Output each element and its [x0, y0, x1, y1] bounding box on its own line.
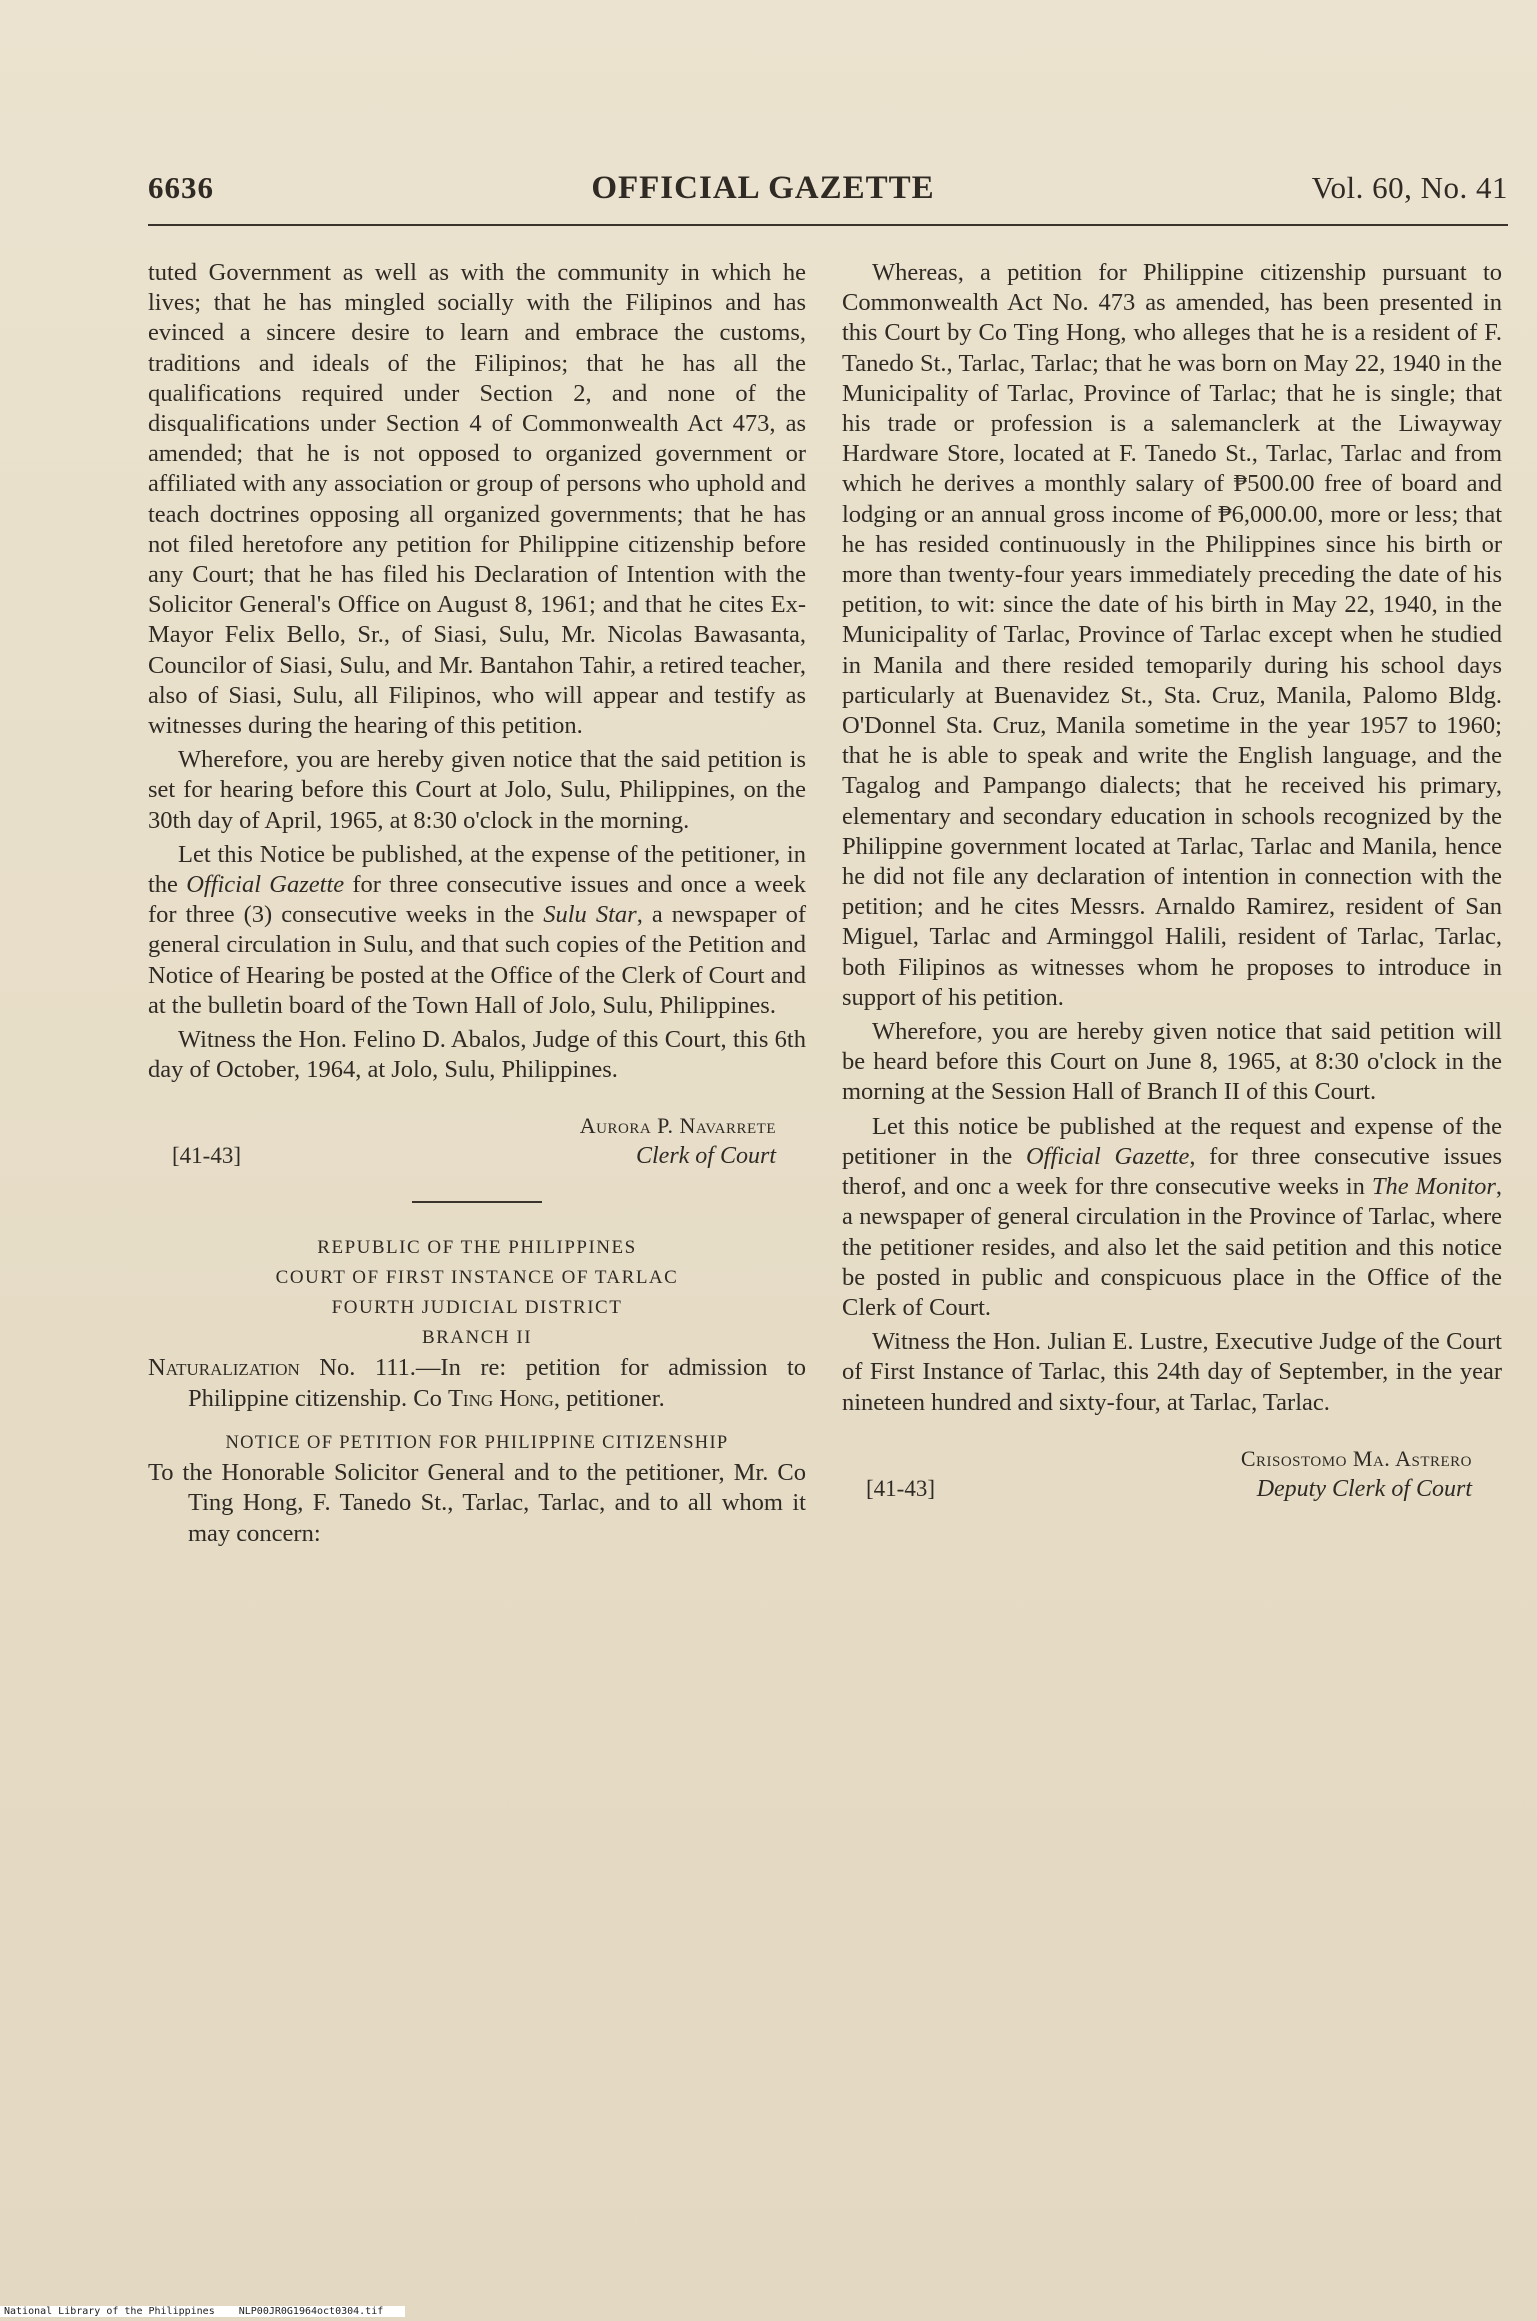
right-para-4: Witness the Hon. Julian E. Lustre, Executive Judge of the Court of First Instance of Tarlac, this 24th day of September, in the year nineteen hundred and sixty-four, at Tarlac, Tarlac. — [842, 1328, 1502, 1416]
right-signature-block — [842, 1444, 1502, 1508]
addressee-paragraph: To the Honorable Solicitor General and to the petitioner, Mr. Co Ting Hong, F. Tanedo St., Tarlac, Tarlac, and to all whom it may concern: — [148, 1459, 806, 1547]
right-para-3-gazette: Official Gazette — [1025, 1142, 1190, 1170]
right-para-3-paper: The Monitor — [1371, 1173, 1496, 1201]
right-column — [842, 258, 1502, 1508]
volume-number: Vol. 60, No. 41 — [1311, 170, 1508, 205]
left-para-1: tuted Government as well as with the community in which he lives; that he has mingled socially with the Filipinos and has evinced a sincere desire to learn and embrace the customs, traditions and ideals of the Filipinos; that he has all the qualifications required under Section 2, and none of the disqualifications under Section 4 of Commonwealth Act 473, as amended; that he is not opposed to organized government or affiliated with any association or group of persons who uphold and teach doctrines opposing all organized governments; that he has not filed heretofore any petition for Philippine citizenship before any Court; that he has filed his Declaration of Intention with the Solicitor General's Office on August 8, 1961; and that he cites Ex-Mayor Felix Bello, Sr., of Siasi, Sulu, Mr. Nicolas Bawasanta, Councilor of Siasi, Sulu, and Mr. Bantahon Tahir, a retired teacher, also of Siasi, Sulu, all Filipinos, who will appear and testify as witnesses during the hearing of this petition. — [148, 259, 806, 740]
page-number: 6636 — [148, 170, 214, 205]
left-reference: [41-43] — [172, 1143, 241, 1169]
left-signature-title: Clerk of Court — [635, 1143, 776, 1170]
right-reference: [41-43] — [866, 1475, 935, 1501]
page-header — [148, 170, 1508, 220]
naturalization-label: Naturalization — [148, 1354, 300, 1382]
left-para-3-a: Let this Notice be published, at the expense of the petitioner, in the — [148, 840, 806, 899]
left-para-3-c: , a newspaper of general circulation in Sulu, and that such copies of the Petition and Notice of Hearing be posted at the Office of the Clerk of Court and at the bulletin board of the Town Hall of Jolo, Sulu, Philippines. — [148, 901, 806, 1019]
left-para-3-gazette: Official Gazette — [186, 871, 345, 899]
petitioner-name: Ting Hong — [447, 1384, 554, 1412]
court-line-1: REPUBLIC OF THE PHILIPPINES — [317, 1237, 637, 1259]
left-signature-name: Aurora P. Navarrete — [579, 1113, 776, 1139]
footer-library: National Library of the Philippines — [4, 2306, 215, 2317]
naturalization-text: No. 111.—In re: petition for admission to Philippine citizenship. Co — [188, 1354, 806, 1412]
right-para-2: Wherefore, you are hereby given notice that said petition will be heard before this Court on June 8, 1965, at 8:30 o'clock in the morning at the Session Hall of Branch II of this Court. — [842, 1018, 1502, 1106]
left-para-4: Witness the Hon. Felino D. Abalos, Judge of this Court, this 6th day of October, 1964, at Jolo, Sulu, Philippines. — [148, 1026, 806, 1084]
right-para-3-a: Let this notice be published at the request and expense of the petitioner in the — [842, 1112, 1502, 1170]
footer-file: NLP00JR0G1964oct0304.tif — [238, 2306, 384, 2317]
publication-title: OFFICIAL GAZETTE — [591, 170, 935, 206]
right-signature-title: Deputy Clerk of Court — [1256, 1475, 1472, 1502]
left-signature-block — [148, 1111, 806, 1175]
court-line-4: BRANCH II — [421, 1327, 533, 1349]
left-para-2: Wherefore, you are hereby given notice that the said petition is set for hearing before this Court at Jolo, Sulu, Philippines, on the 30th day of April, 1965, at 8:30 o'clock in the morning. — [148, 746, 806, 834]
left-para-3-paper: Sulu Star — [543, 901, 637, 929]
right-para-3 — [842, 1112, 1502, 1323]
right-para-3-c: , a newspaper of general circulation in the Province of Tarlac, where the petitioner resides, and also let the said petition and this notice be posted in public and conspicuous place in the Office of the Clerk of Court. — [842, 1173, 1502, 1321]
left-column — [148, 258, 806, 1549]
right-para-3-b: , for three consecutive issues therof, and onc a week for thre consecutive weeks in — [842, 1142, 1502, 1201]
right-para-1: Whereas, a petition for Philippine citizenship pursuant to Commonwealth Act No. 473 as amended, has been presented in this Court by Co Ting Hong, who alleges that he is a resident of F. Tanedo St., Tarlac, Tarlac; that he was born on May 22, 1940 in the Municipality of Tarlac, Province of Tarlac; that he is single; that his trade or profession is a salemanclerk at the Liwayway Hardware Store, located at F. Tanedo St., Tarlac, Tarlac and from which he derives a monthly salary of ₱500.00 free of board and lodging or an annual gross income of ₱6,000.00, more or less; that he has resided continuously in the Philippines since his birth or more than twenty-four years immediately preceding the date of his petition, to wit: since the date of his birth in May 22, 1940, in the Municipality of Tarlac, Province of Tarlac except when he studied in Manila and there resided temoparily during his school days particularly at Buenavidez St., Sta. Cruz, Manila, Palomo Bldg. O'Donnel Sta. Cruz, Manila sometime in the year 1957 to 1960; that he is able to speak and write the English language, and the Tagalog and Pampango dialects; that he received his primary, elementary and secondary education in schools recognized by the Philippine government located at Tarlac, Tarlac and Manila, hence he did not file any declaration of intention in connection with the petition; and he cites Messrs. Arnaldo Ramirez, resident of San Miguel, Tarlac and Arminggol Halili, resident of Tarlac, Tarlac, both Filipinos as witnesses whom he proposes to introduce in support of his petition. — [842, 259, 1502, 1011]
right-signature-name: Crisostomo Ma. Astrero — [1240, 1445, 1472, 1471]
scan-footer — [0, 2306, 405, 2317]
left-para-3-b: for three consecutive issues and once a week for three (3) consecutive weeks in the — [148, 871, 806, 929]
naturalization-caption — [148, 1353, 806, 1413]
left-para-3 — [148, 840, 806, 1021]
naturalization-end: , petitioner. — [553, 1384, 665, 1412]
court-heading — [148, 1233, 806, 1353]
court-line-3: FOURTH JUDICIAL DISTRICT — [331, 1297, 623, 1319]
header-rule — [148, 224, 1508, 226]
section-divider — [412, 1201, 542, 1203]
notice-heading: NOTICE OF PETITION FOR PHILIPPINE CITIZENSHIP — [225, 1432, 729, 1453]
court-line-2: COURT OF FIRST INSTANCE OF TARLAC — [275, 1267, 679, 1289]
